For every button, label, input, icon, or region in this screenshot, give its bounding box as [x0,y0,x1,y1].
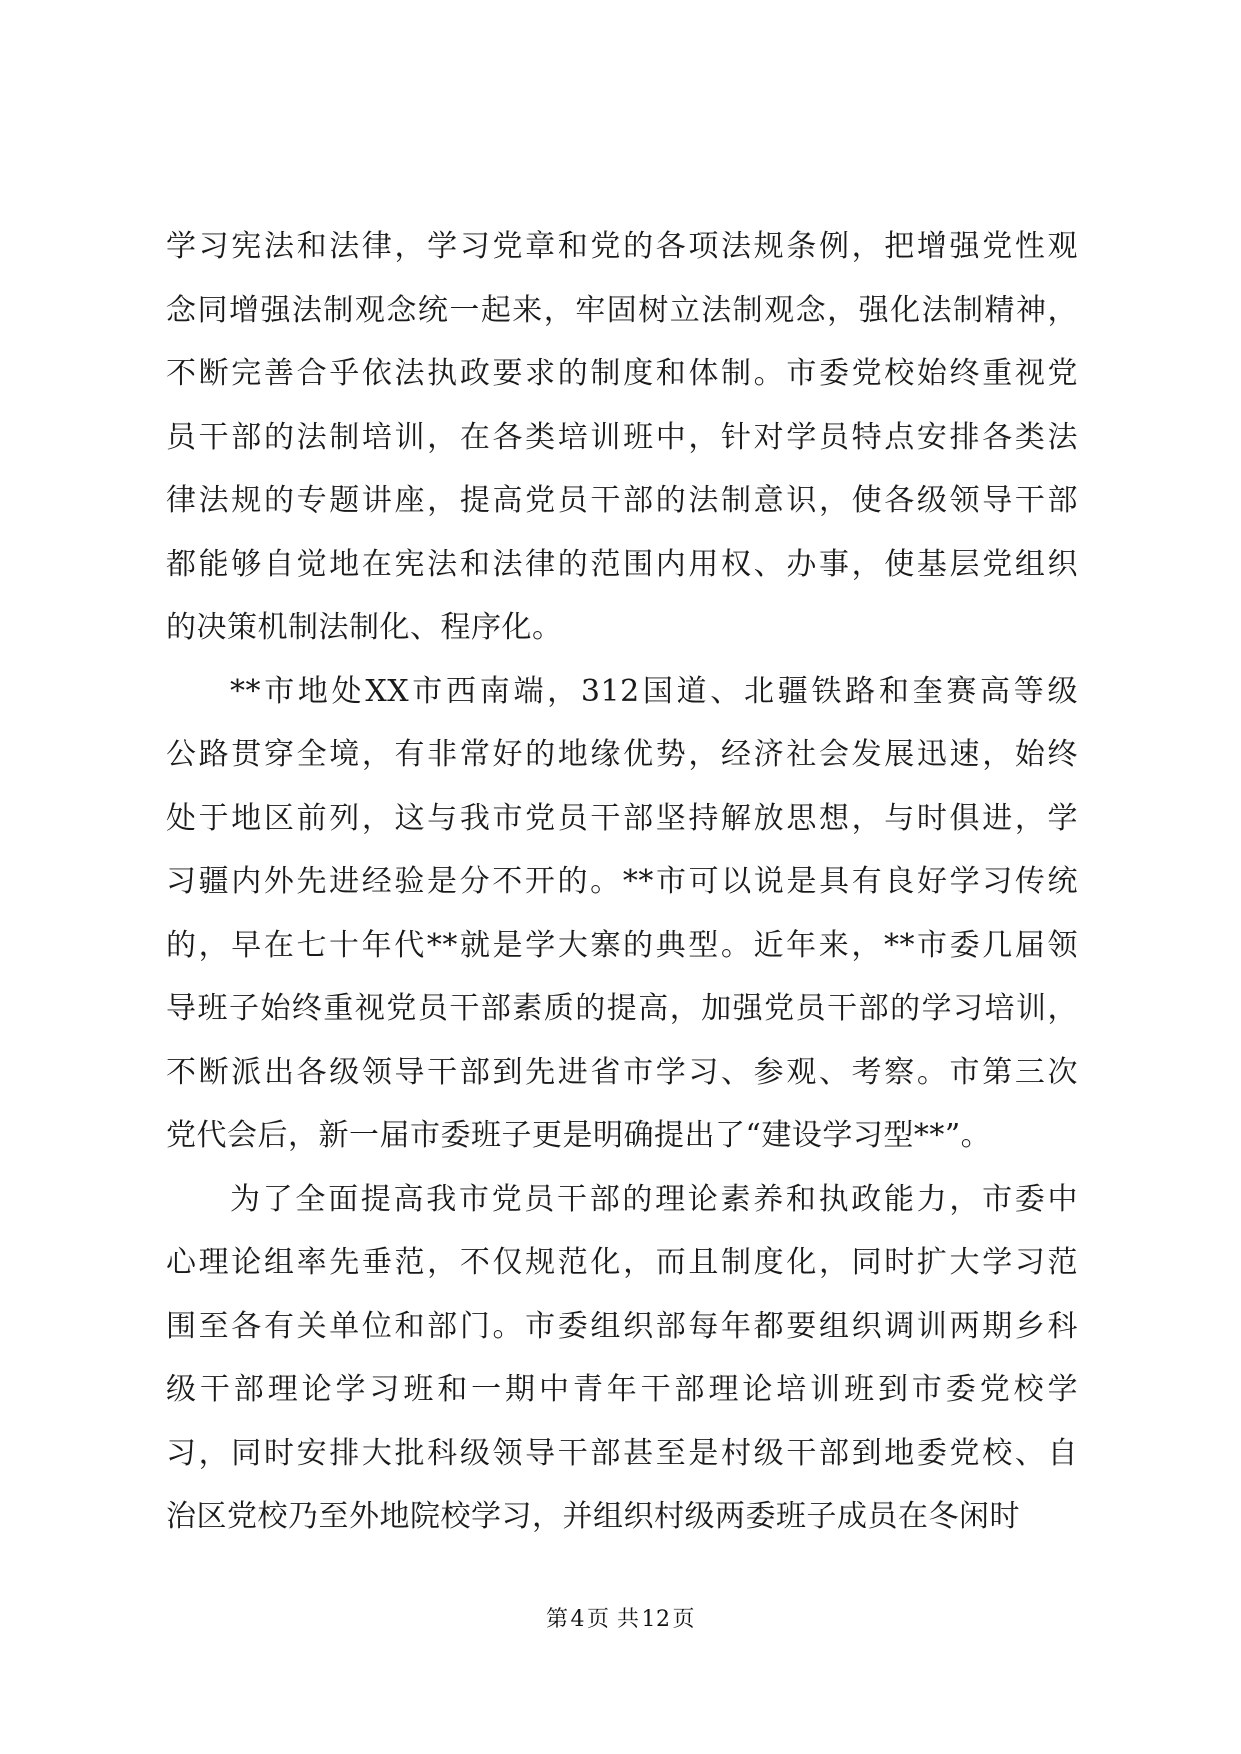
text-line: 习，同时安排大批科级领导干部甚至是村级干部到地委党校、自 [166,1435,1078,1471]
text-line: 律法规的专题讲座，提高党员干部的法制意识，使各级领导干部 [166,483,1078,518]
document-body [166,228,1078,1562]
current-page-number: 4 [570,1607,585,1632]
text-line: 念同增强法制观念统一起来，牢固树立法制观念，强化法制精神， [166,292,1078,328]
text-line: 治区党校乃至外地院校学习，并组织村级两委班子成员在冬闲时 [166,1499,1020,1534]
text-line: 围至各有关单位和部门。市委组织部每年都要组织调训两期乡科 [166,1308,1078,1344]
total-pages-number: 12 [641,1607,671,1632]
text-line: 员干部的法制培训，在各类培训班中，针对学员特点安排各类法 [166,419,1078,455]
text-line: **市地处XX市西南端，312国道、北疆铁路和奎赛高等级 [230,673,1078,709]
text-line: 习疆内外先进经验是分不开的。**市可以说是具有良好学习传统 [166,864,1078,899]
paragraph [166,673,1078,1181]
text-line: 公路贯穿全境，有非常好的地缘优势，经济社会发展迅速，始终 [166,737,1078,772]
page-label-mid: 页 共 [587,1607,640,1632]
text-line: 级干部理论学习班和一期中青年干部理论培训班到市委党校学 [166,1372,1078,1407]
text-line: 的，早在七十年代**就是学大寨的典型。近年来，**市委几届领 [166,927,1078,963]
text-line: 导班子始终重视党员干部素质的提高，加强党员干部的学习培训， [166,991,1078,1026]
text-line: 为了全面提高我市党员干部的理论素养和执政能力，市委中 [230,1181,1078,1217]
paragraph [166,228,1078,673]
text-line: 的决策机制法制化、程序化。 [166,610,563,645]
page-footer [0,1602,1241,1633]
page-label-prefix: 第 [545,1607,569,1632]
text-line: 都能够自觉地在宪法和法律的范围内用权、办事，使基层党组织 [166,546,1078,582]
text-line: 处于地区前列，这与我市党员干部坚持解放思想，与时俱进，学 [166,800,1078,836]
text-line: 不断完善合乎依法执政要求的制度和体制。市委党校始终重视党 [166,356,1078,391]
text-line: 党代会后，新一届市委班子更是明确提出了“建设学习型**”。 [166,1118,992,1153]
paragraph [166,1181,1078,1562]
text-line: 不断派出各级领导干部到先进省市学习、参观、考察。市第三次 [166,1054,1078,1090]
text-line: 学习宪法和法律，学习党章和党的各项法规条例，把增强党性观 [166,229,1078,264]
page-label-suffix: 页 [672,1607,696,1632]
text-line: 心理论组率先垂范，不仅规范化，而且制度化，同时扩大学习范 [166,1245,1078,1280]
